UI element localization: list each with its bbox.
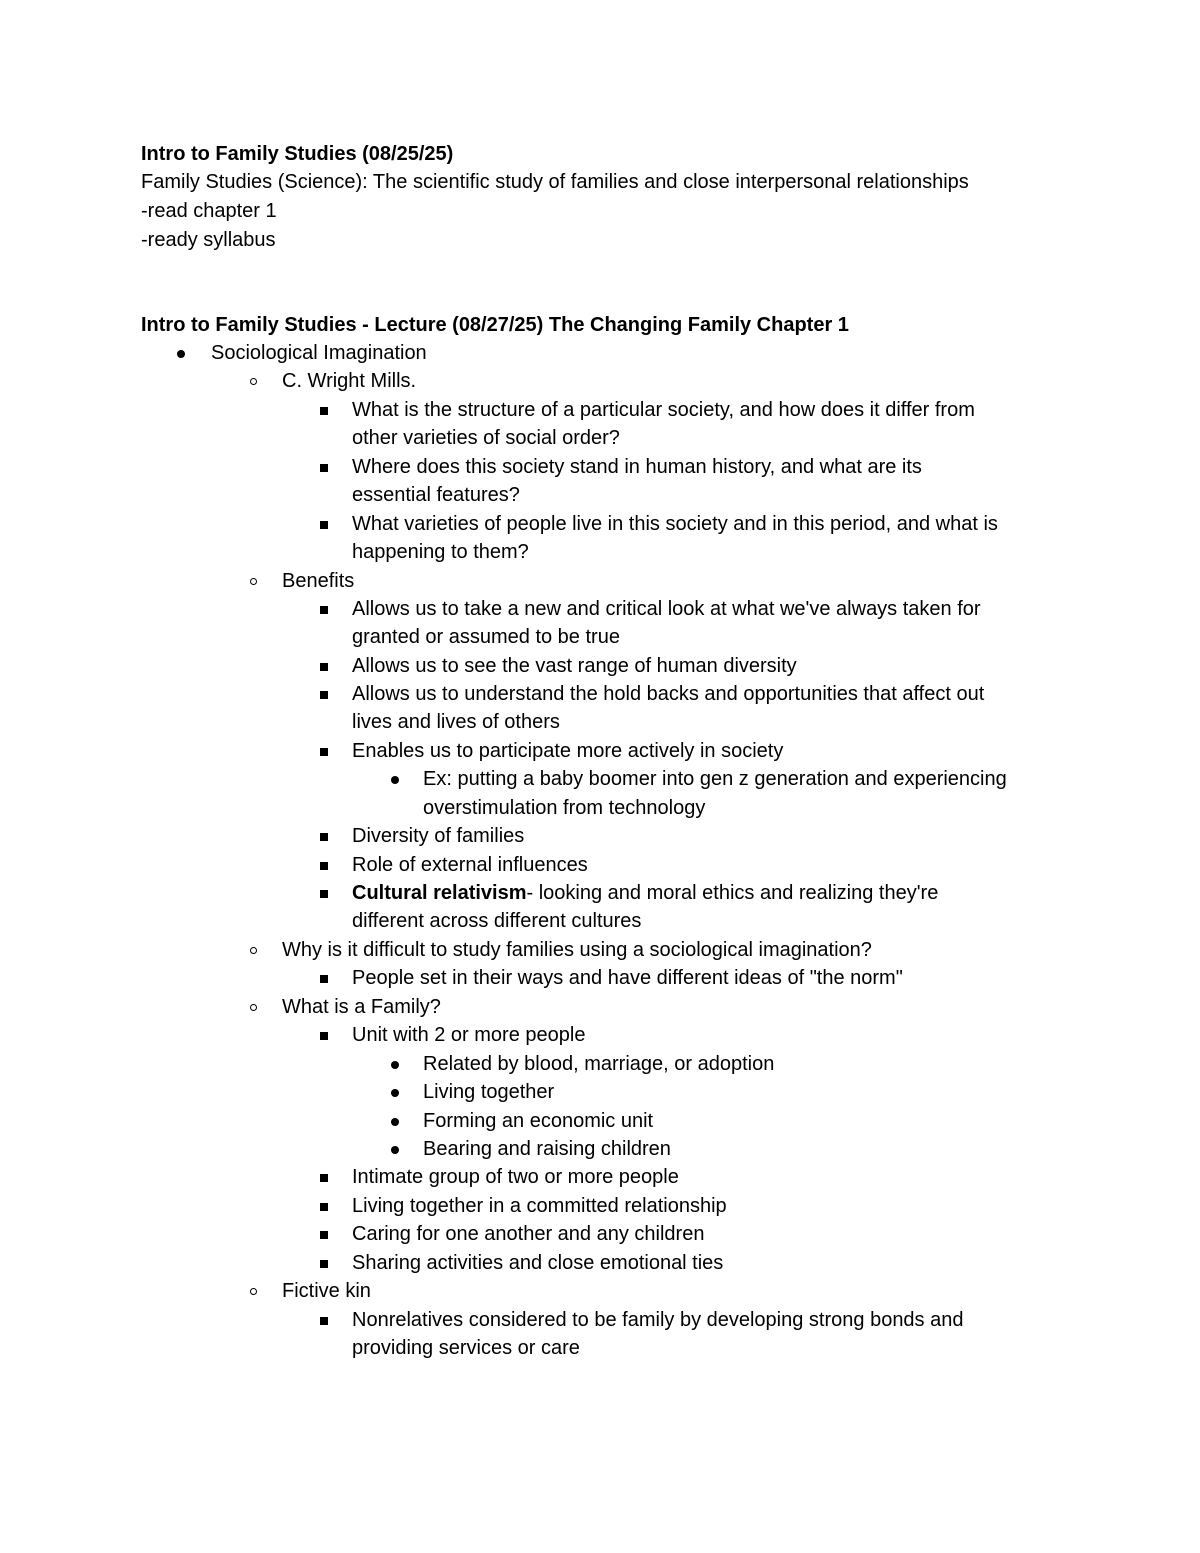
bullet-square-icon bbox=[320, 833, 328, 841]
bullet-square-icon bbox=[320, 1203, 328, 1211]
outline-item-l3: Nonrelatives considered to be family by developing strong bonds and bbox=[352, 1309, 964, 1331]
outline-item-l3: Where does this society stand in human history, and what are its bbox=[352, 456, 922, 478]
outline-item-l3: Sharing activities and close emotional ties bbox=[352, 1252, 724, 1274]
outline-item-l4: Related by blood, marriage, or adoption bbox=[423, 1053, 775, 1075]
outline-item-l3-cont: essential features? bbox=[352, 484, 520, 506]
section-title: Intro to Family Studies - Lecture (08/27/25) The Changing Family Chapter 1 bbox=[141, 314, 849, 336]
outline-item-l2: Benefits bbox=[282, 570, 355, 592]
bullet-circle-icon bbox=[250, 1004, 257, 1011]
bullet-circle-icon bbox=[250, 378, 257, 385]
bullet-square-icon bbox=[320, 663, 328, 671]
bullet-square-icon bbox=[320, 975, 328, 983]
outline-item-l3: Unit with 2 or more people bbox=[352, 1024, 586, 1046]
bullet-circle-icon bbox=[250, 578, 257, 585]
outline-item-l3: People set in their ways and have different ideas of "the norm" bbox=[352, 967, 903, 989]
outline-item-l1: Sociological Imagination bbox=[211, 342, 427, 364]
outline-item-l3: Allows us to see the vast range of human diversity bbox=[352, 655, 797, 677]
bullet-square-icon bbox=[320, 1260, 328, 1268]
bullet-circle-icon bbox=[250, 1288, 257, 1295]
outline-item-l3-cont: happening to them? bbox=[352, 541, 529, 563]
bullet-circle-icon bbox=[250, 947, 257, 954]
outline-item-l3: Enables us to participate more actively in society bbox=[352, 740, 784, 762]
bullet-square-icon bbox=[320, 407, 328, 415]
outline-item-l3-cont: granted or assumed to be true bbox=[352, 626, 620, 648]
bullet-disc-icon bbox=[177, 350, 185, 358]
outline-item-l4: Ex: putting a baby boomer into gen z generation and experiencing bbox=[423, 768, 1007, 790]
outline-item-l2: Fictive kin bbox=[282, 1280, 371, 1302]
outline-item-l3: Living together in a committed relationship bbox=[352, 1195, 727, 1217]
outline-item-l2: What is a Family? bbox=[282, 996, 441, 1018]
bullet-square-icon bbox=[320, 1317, 328, 1325]
outline-item-l4-cont: overstimulation from technology bbox=[423, 797, 706, 819]
bullet-square-icon bbox=[320, 890, 328, 898]
outline-item-l2: Why is it difficult to study families using a sociological imagination? bbox=[282, 939, 872, 961]
bullet-square-icon bbox=[320, 1174, 328, 1182]
outline-item-l3: Role of external influences bbox=[352, 854, 588, 876]
bullet-square-icon bbox=[320, 1231, 328, 1239]
bullet-square-icon bbox=[320, 606, 328, 614]
bullet-disc-icon bbox=[391, 1089, 399, 1097]
outline-item-l3: Diversity of families bbox=[352, 825, 525, 847]
bullet-square-icon bbox=[320, 862, 328, 870]
bullet-disc-icon bbox=[391, 1118, 399, 1126]
outline-item-l3: Intimate group of two or more people bbox=[352, 1166, 679, 1188]
bullet-square-icon bbox=[320, 521, 328, 529]
outline-item-l4: Living together bbox=[423, 1081, 555, 1103]
bullet-disc-icon bbox=[391, 1061, 399, 1069]
bullet-square-icon bbox=[320, 1032, 328, 1040]
outline-item-l3: Allows us to understand the hold backs and opportunities that affect out bbox=[352, 683, 985, 705]
outline-item-l4: Bearing and raising children bbox=[423, 1138, 671, 1160]
note-line: -ready syllabus bbox=[141, 229, 276, 251]
outline-item-l3: Allows us to take a new and critical look at what we've always taken for bbox=[352, 598, 981, 620]
outline-item-l3-cont: lives and lives of others bbox=[352, 711, 560, 733]
key-term: Cultural relativism bbox=[352, 882, 527, 904]
outline-item-l3 bbox=[352, 879, 938, 907]
bullet-square-icon bbox=[320, 464, 328, 472]
outline-item-l3-cont: different across different cultures bbox=[352, 910, 642, 932]
outline-item-l3-cont: providing services or care bbox=[352, 1337, 580, 1359]
bullet-square-icon bbox=[320, 748, 328, 756]
outline-item-l3-cont: other varieties of social order? bbox=[352, 427, 620, 449]
outline-item-l3: What is the structure of a particular society, and how does it differ from bbox=[352, 399, 975, 421]
bullet-disc-icon bbox=[391, 1146, 399, 1154]
bullet-square-icon bbox=[320, 691, 328, 699]
note-line: -read chapter 1 bbox=[141, 200, 277, 222]
bullet-disc-icon bbox=[391, 776, 399, 784]
outline-item-l2: C. Wright Mills. bbox=[282, 370, 417, 392]
term-definition: - looking and moral ethics and realizing they're bbox=[526, 882, 939, 904]
outline-item-l4: Forming an economic unit bbox=[423, 1110, 654, 1132]
definition-line: Family Studies (Science): The scientific study of families and close interpersonal relationships bbox=[141, 171, 969, 193]
outline-item-l3: What varieties of people live in this society and in this period, and what is bbox=[352, 513, 998, 535]
outline-item-l3: Caring for one another and any children bbox=[352, 1223, 705, 1245]
section-title: Intro to Family Studies (08/25/25) bbox=[141, 143, 454, 165]
